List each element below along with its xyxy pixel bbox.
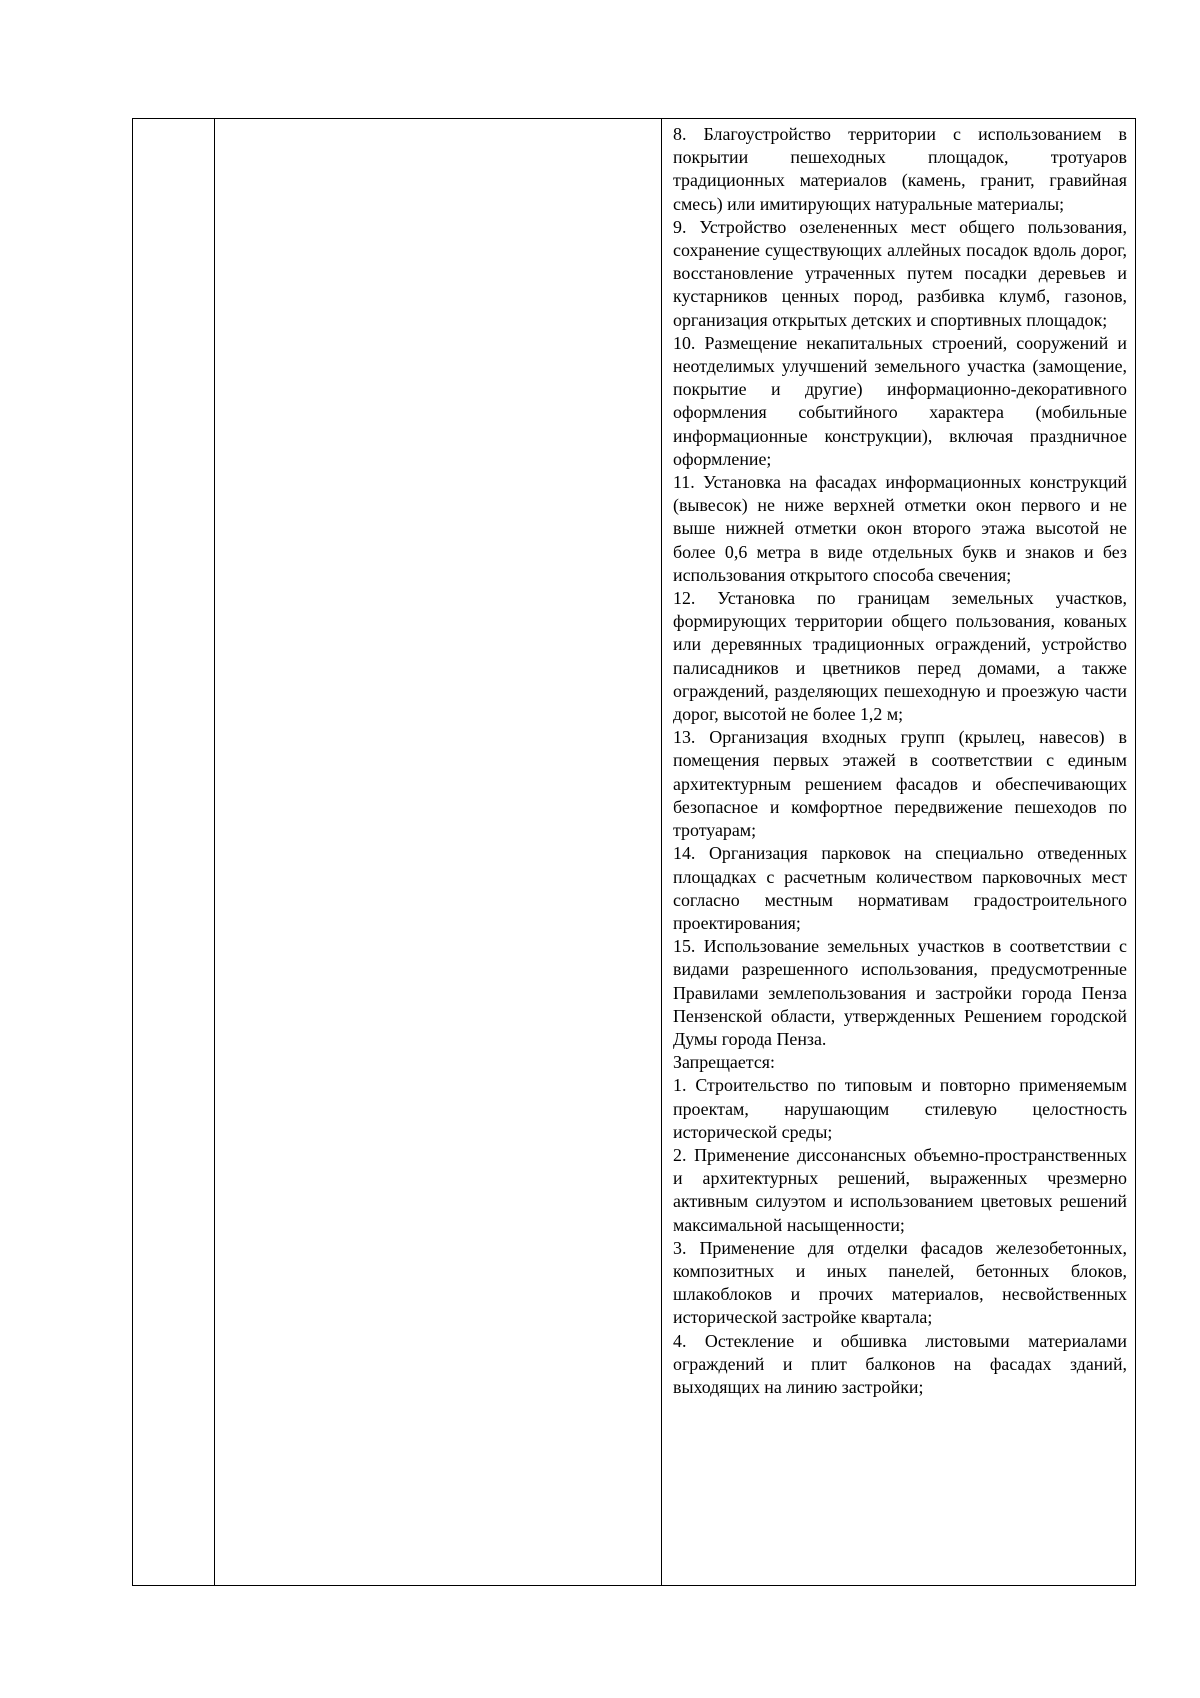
paragraph-item-12: 12. Установка по границам земельных участков, формирующих территории общего пользования, кованых или деревянных традиционных ограждений, устройство палисадников и цветников перед домами, а также ограждений, разделяющих пешеходную и проезжую части дорог, высотой не более 1,2 м; — [673, 588, 1127, 725]
requirements-text — [662, 119, 1135, 1399]
table-cell-zone — [215, 119, 662, 1586]
table-cell-number — [133, 119, 215, 1586]
regulations-table — [132, 118, 1136, 1586]
paragraph-item-8: 8. Благоустройство территории с использованием в покрытии пешеходных площадок, тротуаров традиционных материалов (камень, гранит, гравийная смесь) или имитирующих натуральные материалы; — [673, 124, 1127, 214]
paragraph-item-10: 10. Размещение некапитальных строений, сооружений и неотделимых улучшений земельного участка (замощение, покрытие и другие) информационно-декоративного оформления событийного характера (мобильные информационные конструкции), включая праздничное оформление; — [673, 332, 1127, 469]
prohibited-item-3: 3. Применение для отделки фасадов железобетонных, композитных и иных панелей, бетонных блоков, шлакоблоков и прочих материалов, несвойственных исторической застройке квартала; — [673, 1237, 1127, 1328]
prohibited-item-1: 1. Строительство по типовым и повторно применяемым проектам, нарушающим стилевую целостность исторической среды; — [673, 1075, 1127, 1142]
paragraph-item-14: 14. Организация парковок на специально отведенных площадках с расчетным количеством парковочных мест согласно местным нормативам градостроительного проектирования; — [673, 843, 1127, 933]
paragraph-item-15: 15. Использование земельных участков в соответствии с видами разрешенного использования, предусмотренные Правилами землепользования и застройки города Пенза Пензенской области, утвержденных Решением городской Думы города Пенза. — [673, 936, 1127, 1049]
prohibited-heading: Запрещается: — [673, 1052, 775, 1073]
paragraph-item-9: 9. Устройство озелененных мест общего пользования, сохранение существующих аллейных посадок вдоль дорог, восстановление утраченных путем посадки деревьев и кустарников ценных пород, разбивка клумб, газонов, организация открытых детских и спортивных площадок; — [673, 216, 1127, 330]
table-row — [133, 119, 1136, 1586]
prohibited-item-2: 2. Применение диссонансных объемно-пространственных и архитектурных решений, выраженных чрезмерно активным силуэтом и использованием цветовых решений максимальной насыщенности; — [673, 1144, 1127, 1235]
paragraph-item-11: 11. Установка на фасадах информационных конструкций (вывесок) не ниже верхней отметки окон первого и не выше нижней отметки окон второго этажа высотой не более 0,6 метра в виде отдельных букв и знаков и без использования открытого способа свечения; — [673, 472, 1127, 585]
table-cell-requirements — [662, 119, 1136, 1586]
paragraph-item-13: 13. Организация входных групп (крылец, навесов) в помещения первых этажей в соответствии с единым архитектурным решением фасадов и обеспечивающих безопасное и комфортное передвижение пешеходов по тротуарам; — [673, 727, 1127, 841]
prohibited-item-4: 4. Остекление и обшивка листовыми материалами ограждений и плит балконов на фасадах зданий, выходящих на линию застройки; — [673, 1330, 1127, 1397]
